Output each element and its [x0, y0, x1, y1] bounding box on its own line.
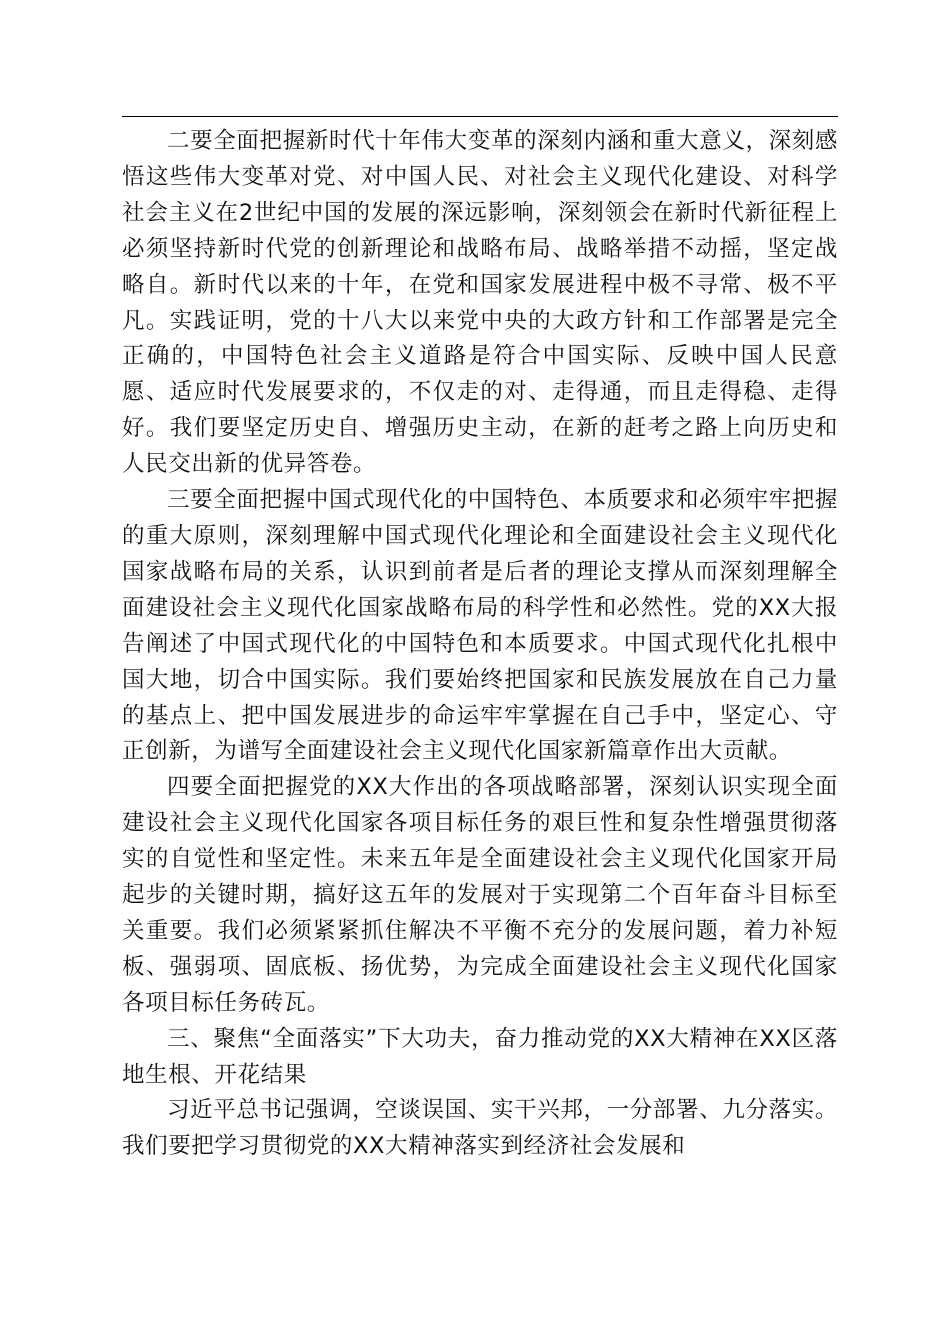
- paragraph-point-four: 四要全面把握党的XX大作出的各项战略部署，深刻认识实现全面建设社会主义现代化国家各项目标任务的艰巨性和复杂性增强贯彻落实的自觉性和坚定性。未来五年是全面建设社会主义现代化国家开局起步的关键时期，搞好这五年的发展对于实现第二个百年奋斗目标至关重要。我们必须紧紧抓住解决不平衡不充分的发展问题，着力补短板、强弱项、固底板、扬优势，为完成全面建设社会主义现代化国家各项目标任务砖瓦。: [122, 774, 838, 1016]
- header-rule: [122, 116, 838, 117]
- paragraph-point-three: 三要全面把握中国式现代化的中国特色、本质要求和必须牢牢把握的重大原则，深刻理解中国式现代化理论和全面建设社会主义现代化国家战略布局的关系，认识到前者是后者的理论支撑从而深刻理解全面建设社会主义现代化国家战略布局的科学性和必然性。党的XX大报告阐述了中国式现代化的中国特色和本质要求。中国式现代化扎根中国大地，切合中国实际。我们要始终把国家和民族发展放在自己力量的基点上、把中国发展进步的命运牢牢掌握在自己手中，坚定心、守正创新，为谱写全面建设社会主义现代化国家新篇章作出大贡献。: [122, 487, 838, 765]
- document-body: [122, 124, 838, 1165]
- paragraph-point-two: 二要全面把握新时代十年伟大变革的深刻内涵和重大意义，深刻感悟这些伟大变革对党、对中国人民、对社会主义现代化建设、对科学社会主义在2世纪中国的发展的深远影响，深刻领会在新时代新征程上必须坚持新时代党的创新理论和战略布局、战略举措不动摇，坚定战略自。新时代以来的十年，在党和国家发展进程中极不寻常、极不平凡。实践证明，党的十八大以来党中央的大政方针和工作部署是完全正确的，中国特色社会主义道路是符合中国实际、反映中国人民意愿、适应时代发展要求的，不仅走的对、走得通，而且走得稳、走得好。我们要坚定历史自、增强历史主动，在新的赶考之路上向历史和人民交出新的优异答卷。: [122, 128, 838, 478]
- section-heading-three: 三、聚焦“全面落实”下大功夫，奋力推动党的XX大精神在XX区落地生根、开花结果: [122, 1025, 838, 1088]
- paragraph-implementation: 习近平总书记强调，空谈误国、实干兴邦，一分部署、九分落实。我们要把学习贯彻党的XX大精神落实到经济社会发展和: [122, 1097, 838, 1160]
